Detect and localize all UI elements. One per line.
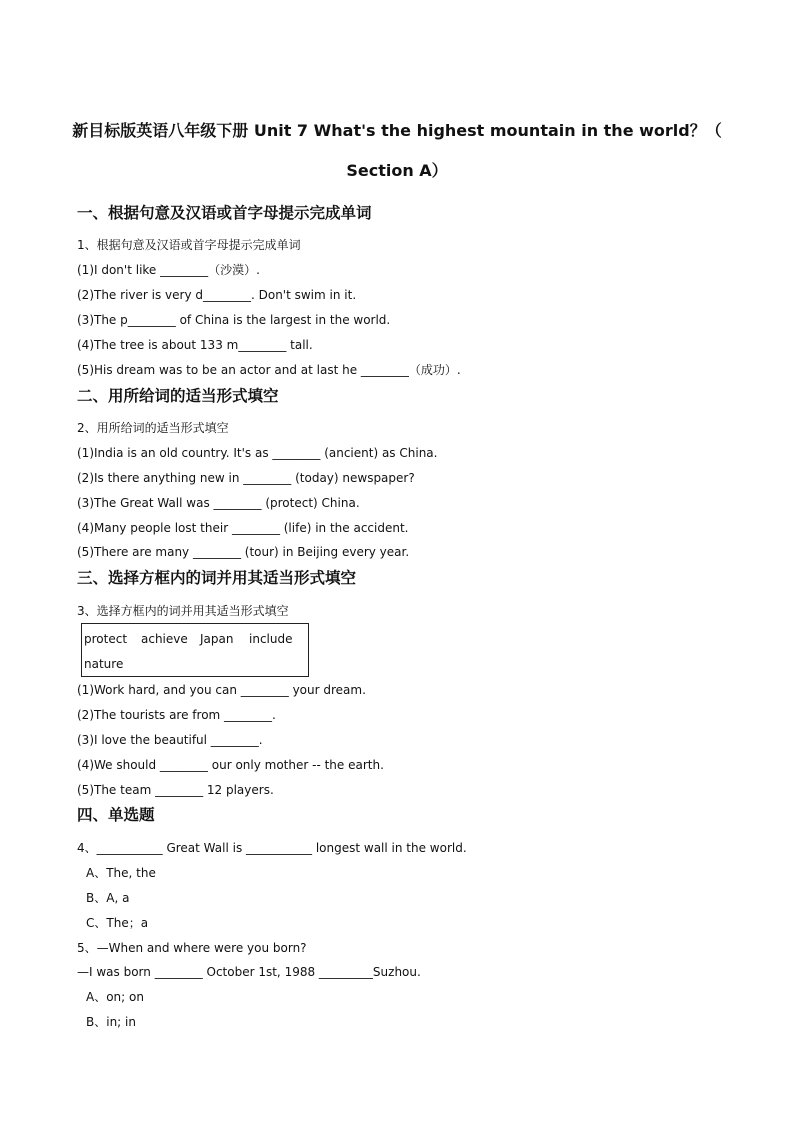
word-box-word: protect <box>84 632 128 646</box>
question-intro-1: 1、根据句意及汉语或首字母提示完成单词 <box>77 238 301 252</box>
question-stem-continued: —I was born ________ October 1st, 1988 _________Suzhou. <box>77 965 421 979</box>
question-item: (1)I don't like ________（沙漠）. <box>77 263 260 277</box>
question-intro-3: 3、选择方框内的词并用其适当形式填空 <box>77 604 289 618</box>
question-item: (3)The p________ of China is the largest in the world. <box>77 313 391 327</box>
section-heading-2: 二、用所给词的适当形式填空 <box>77 387 279 405</box>
page-title: 新目标版英语八年级下册 Unit 7 What's the highest mountain in the world？（ <box>72 121 722 140</box>
question-stem: 4、___________ Great Wall is ___________ longest wall in the world. <box>77 841 467 855</box>
question-item: (1)India is an old country. It's as ________ (ancient) as China. <box>77 446 438 460</box>
question-item: (2)The tourists are from ________. <box>77 708 276 722</box>
word-box-word: achieve <box>141 632 188 646</box>
question-item: (2)Is there anything new in ________ (today) newspaper? <box>77 471 415 485</box>
answer-option[interactable]: C、The；a <box>86 916 149 930</box>
answer-option[interactable]: A、on; on <box>86 990 144 1004</box>
question-item: (3)I love the beautiful ________. <box>77 733 263 747</box>
question-item: (4)We should ________ our only mother -- the earth. <box>77 758 384 772</box>
section-heading-4: 四、单选题 <box>77 806 155 824</box>
question-stem: 5、—When and where were you born? <box>77 941 307 955</box>
question-item: (3)The Great Wall was ________ (protect) China. <box>77 496 360 510</box>
question-item: (5)There are many ________ (tour) in Beijing every year. <box>77 545 410 559</box>
question-item: (4)The tree is about 133 m________ tall. <box>77 338 313 352</box>
question-item: (2)The river is very d________. Don't swim in it. <box>77 288 357 302</box>
question-item: (5)The team ________ 12 players. <box>77 783 274 797</box>
question-intro-2: 2、用所给词的适当形式填空 <box>77 421 229 435</box>
page-title-continued: Section A） <box>346 161 448 180</box>
answer-option[interactable]: B、A, a <box>86 891 130 905</box>
question-item: (4)Many people lost their ________ (life) in the accident. <box>77 521 409 535</box>
question-item: (5)His dream was to be an actor and at last he ________（成功）. <box>77 363 461 377</box>
answer-option[interactable]: A、The, the <box>86 866 156 880</box>
section-heading-3: 三、选择方框内的词并用其适当形式填空 <box>77 569 357 587</box>
word-box-word: include <box>249 632 293 646</box>
question-item: (1)Work hard, and you can ________ your dream. <box>77 683 366 697</box>
word-box-word: nature <box>84 657 124 671</box>
answer-option[interactable]: B、in; in <box>86 1015 136 1029</box>
word-box <box>81 623 309 677</box>
word-box-word: Japan <box>200 632 234 646</box>
section-heading-1: 一、根据句意及汉语或首字母提示完成单词 <box>77 204 372 222</box>
